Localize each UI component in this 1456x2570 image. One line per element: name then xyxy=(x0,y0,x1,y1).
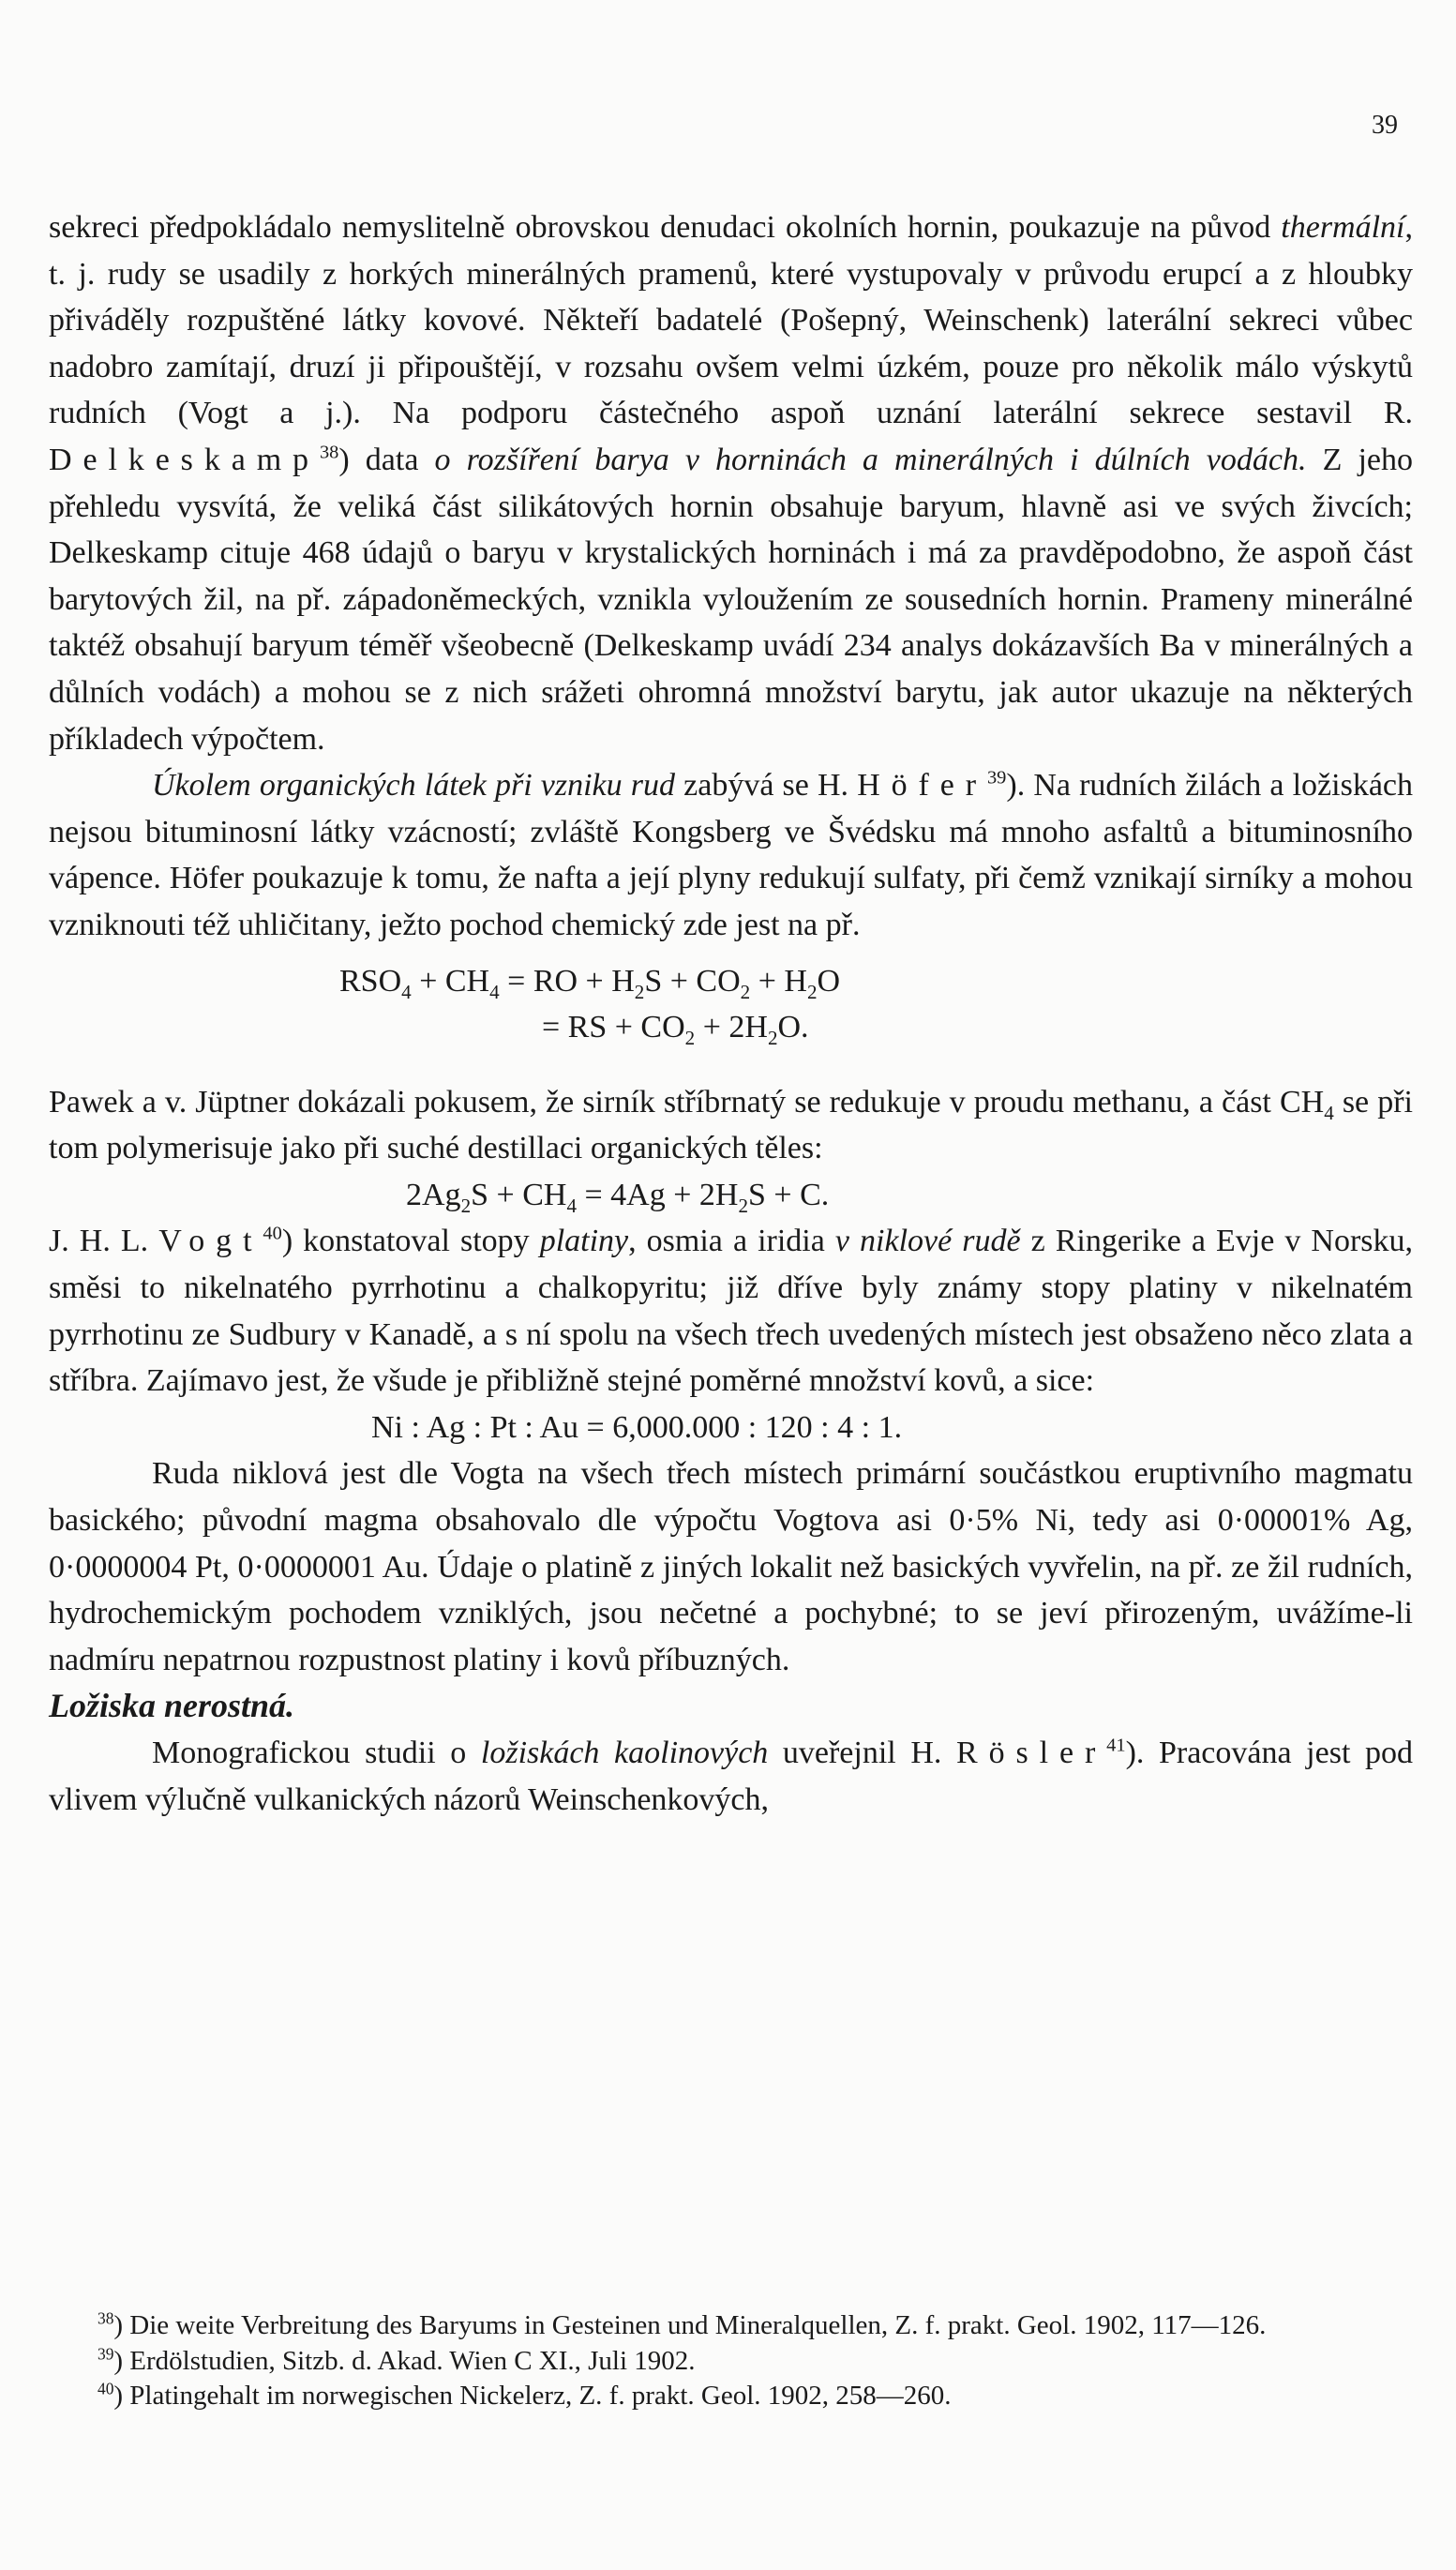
italic-term: thermální xyxy=(1281,210,1405,245)
eq-part: = RS + CO xyxy=(542,1010,685,1045)
footnote-text: ) Erdölstudien, Sitzb. d. Akad. Wien C XI., Juli 1902. xyxy=(113,2345,696,2376)
page-number: 39 xyxy=(1372,111,1398,140)
eq-part: O xyxy=(817,963,841,999)
text-run: , osmia a iridia xyxy=(628,1224,835,1259)
author-name: Vogt xyxy=(158,1224,263,1259)
footnote-number: 39 xyxy=(98,2343,114,2363)
text-run: ) data xyxy=(338,442,435,477)
text-run: Z jeho přehledu vysvítá, že veliká část silikátových hornin obsahuje baryum, hlavně asi ve svých živcích; Delkeskamp cituje 468 údajů o baryu v krystalických horninách i má za pravděpodobno, že aspoň část barytových žil, na př. západoněmeckých, vznikla vyloužením ze sousedních hornin. Prameny minerálné taktéž obsahují baryum téměř všeobecně (Delkeskamp uvádí 234 analys dokázavších Ba v minerálných a důlních vodách) a mohou se z nich srážeti ohromná množství barytu, jak autor ukazuje na některých příkladech výpočtem. xyxy=(49,442,1414,757)
eq-part: S + CO xyxy=(644,963,741,999)
eq-part: = 4Ag + 2H xyxy=(576,1177,739,1212)
footnote xyxy=(49,2344,1413,2380)
equation-silver-sulfide xyxy=(49,1172,1413,1219)
text-run: ) konstatoval stopy xyxy=(281,1224,540,1259)
section-heading: Ložiska nerostná. xyxy=(49,1687,295,1725)
eq-sub: 4 xyxy=(566,1194,577,1217)
text-run: , t. j. rudy se usadily z horkých minerálných pramenů, které vystupovaly v průvodu erupcí a z hloubky přiváděly rozpuštěné látky kovové. Někteří badatelé (Pošepný, Weinschenk) laterální sekreci vůbec nadobro zamítají, druzí ji připouštějí, v rozsahu ovšem velmi úzkém, pouze pro několik málo výskytů rudních (Vogt a j.). Na podporu částečného aspoň uznání laterální sekrece sestavil R. xyxy=(49,210,1413,431)
footnote-ref: 40 xyxy=(263,1224,282,1245)
paragraph-laterale-sekrece xyxy=(49,204,1413,762)
text-run: Pawek a v. Jüptner dokázali pokusem, že sirník stříbrnatý se redukuje v proudu methanu, a část CH xyxy=(49,1084,1325,1120)
text-run: Monografickou studii o xyxy=(152,1736,481,1770)
equation-line-2 xyxy=(49,1004,1413,1051)
eq-part: + 2H xyxy=(695,1010,768,1045)
italic-term: v niklové rudě xyxy=(834,1224,1021,1259)
footnote xyxy=(49,2308,1413,2344)
paragraph-kaolin xyxy=(49,1730,1413,1823)
eq-part: = RO + H xyxy=(499,963,635,999)
footnote-ref: 38 xyxy=(319,442,339,463)
eq-sub: 2 xyxy=(460,1194,472,1217)
eq-sub: 2 xyxy=(634,980,645,1003)
footnotes xyxy=(49,2308,1413,2414)
eq-part: RSO xyxy=(339,963,402,999)
footnote-text: ) Die weite Verbreitung des Baryums in Gesteinen und Mineralquellen, Z. f. prakt. Geol. 1902, 117—126. xyxy=(113,2310,1267,2340)
footnote-ref: 39 xyxy=(986,767,1007,789)
paragraph-vogt-platinum xyxy=(49,1218,1413,1404)
italic-term: ložiskách kaolinových xyxy=(480,1736,769,1770)
eq-part: + CH xyxy=(411,963,490,999)
footnote-number: 40 xyxy=(98,2379,114,2398)
eq-sub: 2 xyxy=(684,1026,696,1049)
italic-term: platiny xyxy=(539,1224,629,1259)
eq-part: O. xyxy=(777,1010,809,1045)
eq-part: + H xyxy=(750,963,807,999)
italic-title: Úkolem organických látek při vzniku rud xyxy=(152,768,676,804)
page-body xyxy=(49,204,1413,1823)
text-run: zabývá se H. xyxy=(675,768,858,804)
equation-block-sulfate-reduction xyxy=(49,958,1413,1051)
footnote-number: 38 xyxy=(98,2308,114,2328)
equation-metal-ratio: Ni : Ag : Pt : Au = 6,000.000 : 120 : 4 : 1. xyxy=(371,1409,903,1445)
author-name: Rösler xyxy=(956,1736,1107,1770)
author-name: Höfer xyxy=(857,768,987,804)
eq-sub: 2 xyxy=(740,980,751,1003)
footnote-text: ) Platingehalt im norwegischen Nickelerz, Z. f. prakt. Geol. 1902, 258—260. xyxy=(113,2381,952,2411)
text-run: ). Pracována jest pod vlivem výlučně vulkanických názorů Weinschenkových, xyxy=(49,1736,1413,1817)
eq-sub: 2 xyxy=(767,1026,778,1049)
text-run: sekreci předpokládalo nemyslitelně obrovskou denudaci okolních hornin, poukazuje na původ xyxy=(49,210,1282,245)
eq-sub: 4 xyxy=(401,980,412,1003)
text-run: ). Na rudních žilách a ložiskách nejsou bituminosní látky vzácností; zvláště Kongsberg ve Švédsku má mnoho asfaltů a bituminosního vápence. Höfer poukazuje k tomu, že nafta a její plyny redukují sulfaty, při čemž vznikají sirníky a mohou vzniknouti též uhličitany, ježto pochod chemický zde jest na př. xyxy=(49,768,1414,942)
footnote-ref: 41 xyxy=(1106,1735,1126,1756)
footnote xyxy=(49,2379,1413,2414)
text-run: z Ringerike a Evje v Norsku, směsi to nikelnatého pyrrhotinu a chalkopyritu; již dříve byly známy stopy platiny v nikelnatém pyrrhotinu ze Sudbury v Kanadě, a s ní spolu na všech třech uvedených místech jest obsaženo něco zlata a stříbra. Zajímavo jest, že všude je přibližně stejné poměrné množství kovů, a sice: xyxy=(49,1224,1414,1399)
text-run: se při tom polymerisuje jako při suché destillaci organických těles: xyxy=(49,1084,1413,1166)
subscript: 4 xyxy=(1324,1101,1334,1124)
eq-part: S + CH xyxy=(471,1177,567,1212)
eq-sub: 4 xyxy=(489,980,500,1003)
eq-part: 2Ag xyxy=(406,1177,461,1212)
eq-part: S + C. xyxy=(748,1177,830,1212)
author-name: Delkeskamp xyxy=(49,442,320,477)
paragraph-ruda-niklova: Ruda niklová jest dle Vogta na všech třech místech primární součástkou eruptivního magmatu basického; původní magma obsahovalo dle výpočtu Vogtova asi 0·5% Ni, tedy asi 0·00001% Ag, 0·0000004 Pt, 0·0000001 Au. Údaje o platině z jiných lokalit než basických vyvřelin, na př. ze žil rudních, hydrochemickým pochodem vzniklých, jsou nečetné a pochybné; to se jeví přirozeným, uvážíme-li nadmíru nepatrnou rozpustnost platiny i kovů příbuzných. xyxy=(49,1456,1413,1677)
eq-sub: 2 xyxy=(738,1194,748,1217)
paragraph-pawek-juptner xyxy=(49,1079,1413,1172)
equation-line-1 xyxy=(49,958,1413,1005)
text-run: J. H. L. xyxy=(49,1224,159,1259)
italic-title: o rozšíření barya v horninách a minerálných i dúlních vodách. xyxy=(434,442,1307,477)
eq-sub: 2 xyxy=(806,980,818,1003)
text-run: uveřejnil H. xyxy=(768,1736,956,1770)
paragraph-organicke-latky xyxy=(49,762,1413,948)
